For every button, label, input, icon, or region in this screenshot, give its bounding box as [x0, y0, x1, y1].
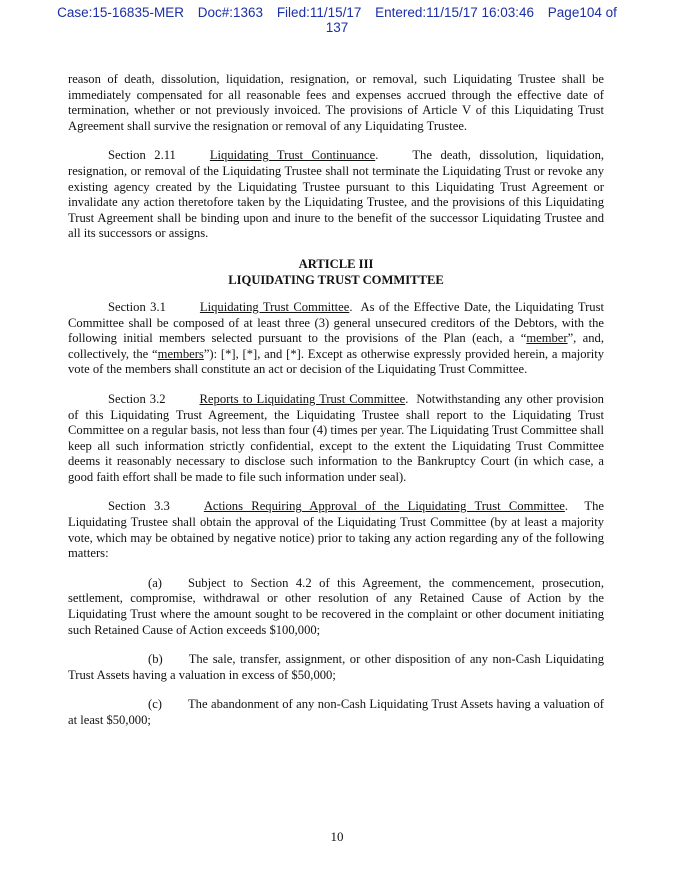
section-number: Section 3.2 — [108, 391, 166, 406]
entered-date: Entered:11/15/17 16:03:46 — [375, 5, 535, 20]
section-title: Liquidating Trust Committee — [199, 299, 350, 314]
section-3-2: Section 3.2 Reports to Liquidating Trust Committee. Notwithstanding any other provision of this Liquidating Trust Agreement, the Liquidating Trustee shall report to the Liquidating Trust Committee on a regular basis, not less than four (4) times per year. The Liquidating Trust Committee shall keep all such information strictly confidential, except to the extent the Liquidating Trust Committee deems it reasonably necessary to disclose such information to the Bankruptcy Court (in which case, a good faith effort shall be made to file such information under seal). — [68, 391, 604, 484]
section-number: Section 2.11 — [108, 148, 176, 163]
section-text: ”, and, collectively, the “ — [68, 331, 604, 361]
list-item-b — [68, 652, 604, 683]
case-number: Case:15-16835-MER — [57, 5, 184, 20]
item-text: The sale, transfer, assignment, or other disposition of any non-Cash Liquidating Trust Assets having a valuation in excess of $50,000; — [68, 652, 604, 682]
section-3-1: Section 3.1 Liquidating Trust Committee. As of the Effective Date, the Liquidating Trust Committee shall be composed of at least three (3) general unsecured creditors of the Debtors, with the following initial members selected pursuant to the provisions of the Plan (each, a “member”, and, collectively, the “members”): [*], [*], and [*]. Except as otherwise expressly provided herein, a majority vote of the members shall constitute an act or decision of the Liquidating Trust Committee. — [68, 299, 604, 377]
defined-term-member: member — [526, 331, 568, 346]
document-body — [68, 72, 604, 743]
document-number: Doc#:1363 — [197, 5, 264, 20]
article-number: ARTICLE III — [298, 256, 374, 271]
list-item-a — [68, 576, 604, 638]
page-number: 10 — [330, 829, 344, 844]
continued-paragraph: reason of death, dissolution, liquidation, resignation, or removal, such Liquidating Trustee shall be immediately compensated for all reasonable fees and expenses accrued through the effective date of termination, whether or not previously invoiced. The provisions of Article V of this Liquidating Trust Agreement shall survive the resignation or removal of any Liquidating Trustee. — [68, 72, 604, 133]
section-text: Notwithstanding any other provision of this Liquidating Trust Agreement, the Liquidating Trustee shall report to the Liquidating Trust Committee on a regular basis, not less than four (4) times per year. The Liquidating Trust Committee shall keep all such information strictly confidential, except to the extent the Liquidating Trust Committee deems it reasonably necessary to disclose such information to the Bankruptcy Court (in which case, a good faith effort shall be made to file such information under seal). — [68, 391, 604, 484]
defined-term-members: members — [157, 346, 204, 361]
article-title: LIQUIDATING TRUST COMMITTEE — [228, 272, 444, 287]
section-title: Liquidating Trust Continuance — [209, 148, 376, 163]
item-label: (a) — [148, 575, 162, 590]
section-text: The Liquidating Trustee shall obtain the approval of the Liquidating Trust Committee (by at least a majority vote, which may be obtained by negative notice) prior to taking any action regarding any of the following matters: — [68, 499, 604, 561]
section-number: Section 3.3 — [108, 499, 170, 514]
item-label: (b) — [148, 652, 163, 667]
page-total: 137 — [325, 20, 349, 35]
section-number: Section 3.1 — [108, 299, 166, 314]
section-3-3: Section 3.3 Actions Requiring Approval of the Liquidating Trust Committee. The Liquidating Trustee shall obtain the approval of the Liquidating Trust Committee (by at least a majority vote, which may be obtained by negative notice) prior to taking any action regarding any of the following matters: — [68, 499, 604, 561]
section-text: As of the Effective Date, the Liquidating Trust Committee shall be composed of at least three (3) general unsecured creditors of the Debtors, with the following initial members selected pursuant to the provisions of the Plan (each, a “ — [68, 299, 604, 346]
item-text: The abandonment of any non-Cash Liquidating Trust Assets having a valuation of at least $50,000; — [68, 697, 604, 727]
section-title: Reports to Liquidating Trust Committee — [199, 391, 406, 406]
filed-date: Filed:11/15/17 — [276, 5, 362, 20]
section-title: Actions Requiring Approval of the Liquidating Trust Committee — [203, 499, 565, 514]
section-text: ”): [*], [*], and [*]. Except as otherwise expressly provided herein, a majority vote of the members shall constitute an act or decision of the Liquidating Trust Committee. — [68, 346, 604, 377]
section-2-11: Section 2.11 Liquidating Trust Continuance. The death, dissolution, liquidation, resignation, or removal of the Liquidating Trustee shall not terminate the Liquidating Trust or revoke any existing agency created by the Liquidating Trustee pursuant to this Liquidating Trust Agreement or invalidate any action theretofore taken by the Liquidating Trustee, and the provisions of this Liquidating Trust Agreement shall be binding upon and inure to the benefit of the successor Liquidating Trustee and all its successors or assigns. — [68, 148, 605, 241]
item-label: (c) — [148, 697, 162, 712]
section-text: The death, dissolution, liquidation, resignation, or removal of the Liquidating Trustee shall not terminate the Liquidating Trust or revoke any existing agency created by the Liquidating Trustee pursuant to this Liquidating Trust Agreement or invalidate any action theretofore taken by the Liquidating Trustee, and the provisions of this Liquidating Trust Agreement shall be binding upon and inure to the benefit of the successor Liquidating Trustee and all its successors or assigns. — [68, 148, 605, 241]
page-of: Page104 of — [547, 5, 617, 20]
item-text: Subject to Section 4.2 of this Agreement, the commencement, prosecution, settlement, compromise, withdrawal or other resolution of any Retained Cause of Action by the Liquidating Trust where the amount sought to be recovered in the complaint or other document initiating such Retained Cause of Action exceeds $100,000; — [68, 575, 604, 637]
article-heading — [68, 256, 604, 288]
court-filing-header — [0, 5, 674, 35]
list-item-c — [68, 697, 604, 728]
